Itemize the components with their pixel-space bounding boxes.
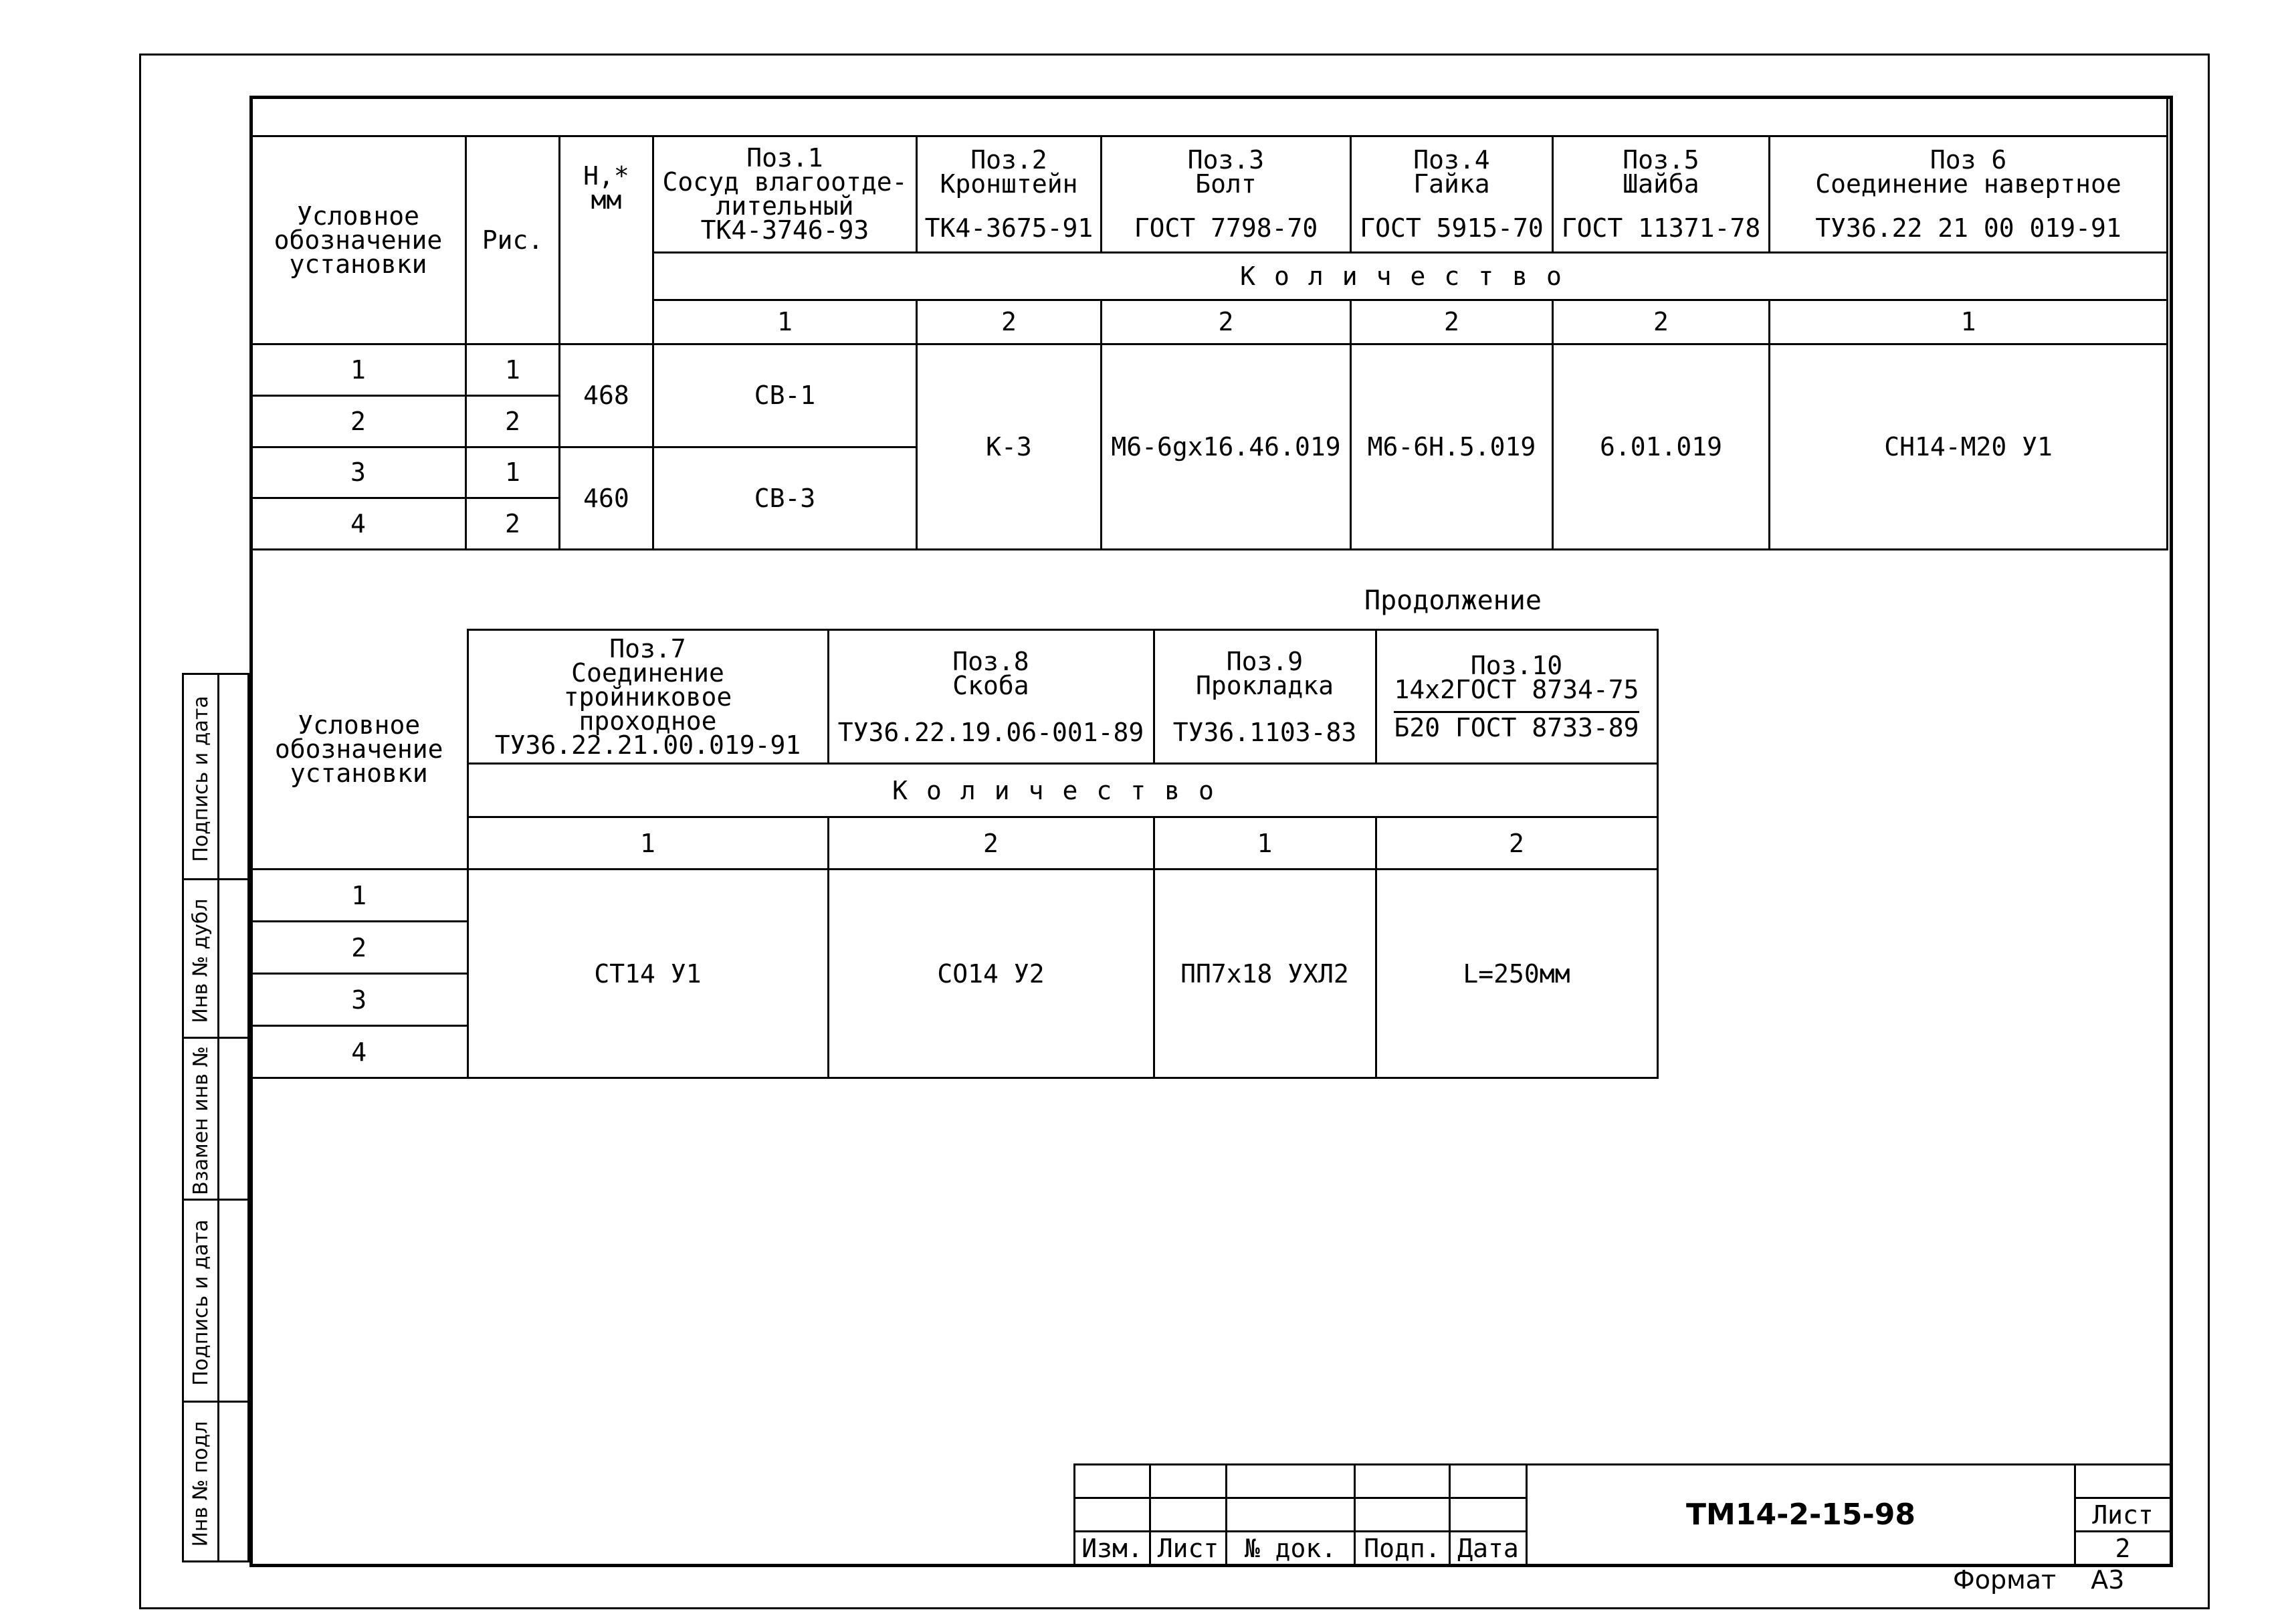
quantity-header: Количество [653, 253, 2168, 300]
pos5-value: 6.01.019 [1553, 344, 1770, 550]
col-pos8-header [828, 630, 1154, 764]
side-cell-5 [182, 1401, 249, 1562]
col-pos3-header [1102, 136, 1351, 253]
col-pos7-header [467, 630, 828, 764]
t2-qty-pos10: 2 [1376, 817, 1657, 870]
pos4-value: М6-6Н.5.019 [1351, 344, 1553, 550]
side-label-inv-dubl: Инв № дубл [189, 898, 213, 1023]
pos4-doc: ГОСТ 5915-70 [1360, 213, 1544, 243]
row4-designation: 4 [251, 498, 466, 550]
side-label-sign-date-1: Подпись и дата [189, 695, 213, 862]
qty-pos5: 2 [1553, 300, 1770, 344]
qty-pos1: 1 [653, 300, 917, 344]
pos8-title: Поз.8 [952, 646, 1029, 676]
col-pos6-header [1770, 136, 2168, 253]
sheet-number: 2 [2075, 1532, 2171, 1565]
tb-izm-label: Изм. [1075, 1532, 1150, 1565]
pos10-doc: Б20 ГОСТ 8733-89 [1394, 711, 1639, 740]
t2-qty-pos8: 2 [828, 817, 1154, 870]
t2-qty-pos7: 1 [467, 817, 828, 870]
pos1-doc: ТК4-3746-93 [700, 215, 869, 245]
col-designation-header: Условное обозначение установки [251, 136, 466, 344]
title-block [1073, 1463, 2172, 1566]
pos8-value: СО14 У2 [828, 870, 1154, 1078]
pos2-doc: ТК4-3675-91 [924, 213, 1094, 243]
col-pos4-header [1351, 136, 1553, 253]
pos6-name: Соединение навертное [1815, 169, 2121, 199]
row2-fig: 2 [466, 395, 560, 447]
col-pos10-header [1376, 630, 1657, 764]
pos7-value: СТ14 У1 [467, 870, 828, 1078]
side-label-sign-date-2: Подпись и дата [189, 1219, 213, 1386]
table-top-band [251, 97, 2168, 136]
tb-doc-no-label: № док. [1227, 1532, 1355, 1565]
side-label-inv-podl: Инв № подл [189, 1421, 213, 1546]
table-main [249, 96, 2168, 550]
pos7-name: Соединение тройниковое проходное [563, 657, 732, 736]
tb-date-label: Дата [1450, 1532, 1527, 1565]
pos1-value-2: СВ-3 [653, 447, 917, 549]
side-cell-4 [182, 1199, 249, 1403]
pos5-name: Шайба [1623, 169, 1699, 199]
pos5-doc: ГОСТ 11371-78 [1561, 213, 1761, 243]
row1-designation: 1 [251, 344, 466, 396]
row3-fig: 1 [466, 447, 560, 498]
pos5-title: Поз.5 [1623, 145, 1699, 175]
t2-designation-header: Условное обозначение установки [251, 630, 467, 870]
pos9-doc: ТУ36.1103-83 [1172, 717, 1357, 747]
pos3-name: Болт [1195, 169, 1257, 199]
pos6-value: СН14-М20 У1 [1770, 344, 2168, 550]
t2-row1: 1 [251, 870, 467, 922]
t2-row2: 2 [251, 922, 467, 974]
side-cell-2 [182, 878, 249, 1039]
pos10-value: L=250мм [1376, 870, 1657, 1078]
pos2-title: Поз.2 [970, 145, 1047, 175]
t2-row3: 3 [251, 974, 467, 1026]
t2-qty-pos9: 1 [1154, 817, 1376, 870]
row3-designation: 3 [251, 447, 466, 498]
pos6-title: Поз 6 [1930, 145, 2007, 175]
side-strip [182, 673, 249, 1562]
pos4-title: Поз.4 [1413, 145, 1490, 175]
pos1-value-1: СВ-1 [653, 344, 917, 447]
col-pos9-header [1154, 630, 1376, 764]
pos3-title: Поз.3 [1187, 145, 1265, 175]
pos7-title: Поз.7 [609, 633, 686, 664]
side-cell-1 [182, 673, 249, 880]
side-label-replace-inv: Взамен инв № [189, 1046, 213, 1195]
row4-fig: 2 [466, 498, 560, 550]
pos9-value: ПП7х18 УХЛ2 [1154, 870, 1376, 1078]
pos10-name: 14х2ГОСТ 8734-75 [1394, 675, 1639, 704]
pos2-name: Кронштейн [940, 169, 1078, 199]
col-h-header: Н,* мм [560, 136, 653, 344]
pos1-title: Поз.1 [746, 143, 823, 173]
pos4-name: Гайка [1413, 169, 1490, 199]
qty-pos2: 2 [917, 300, 1102, 344]
qty-pos6: 1 [1770, 300, 2168, 344]
pos8-doc: ТУ36.22.19.06-001-89 [837, 717, 1144, 747]
pos3-value: М6-6gx16.46.019 [1102, 344, 1351, 550]
sheet-label: Лист [2075, 1498, 2171, 1532]
pos8-name: Скоба [952, 670, 1029, 700]
qty-pos3: 2 [1102, 300, 1351, 344]
t2-quantity-header: Количество [467, 764, 1657, 817]
pos7-doc: ТУ36.22.21.00.019-91 [494, 730, 801, 760]
pos9-title: Поз.9 [1226, 646, 1304, 676]
pos1-name: Сосуд влагоотде-лительный [662, 167, 908, 221]
pos9-name: Прокладка [1196, 670, 1334, 700]
h-value-1: 468 [560, 344, 653, 447]
pos10-title: Поз.10 [1470, 651, 1563, 680]
h-value-2: 460 [560, 447, 653, 549]
format-label [1953, 1565, 2124, 1595]
pos3-doc: ГОСТ 7798-70 [1134, 213, 1318, 243]
document-designation: ТМ14-2-15-98 [1527, 1465, 2075, 1565]
table-continuation [251, 629, 1659, 1079]
continuation-label: Продолжение [1364, 585, 1542, 616]
tb-sign-label: Подп. [1355, 1532, 1450, 1565]
format-label-text: Формат [1953, 1565, 2057, 1595]
pos2-value: К-3 [917, 344, 1102, 550]
format-value: А3 [2091, 1565, 2125, 1595]
side-cell-3 [182, 1037, 249, 1201]
qty-pos4: 2 [1351, 300, 1553, 344]
row2-designation: 2 [251, 395, 466, 447]
col-pos2-header [917, 136, 1102, 253]
pos6-doc: ТУ36.22 21 00 019-91 [1815, 213, 2121, 243]
col-pos5-header [1553, 136, 1770, 253]
col-fig-header: Рис. [466, 136, 560, 344]
t2-row4: 4 [251, 1026, 467, 1078]
row1-fig: 1 [466, 344, 560, 396]
col-pos1-header [653, 136, 917, 253]
tb-list-label: Лист [1150, 1532, 1227, 1565]
